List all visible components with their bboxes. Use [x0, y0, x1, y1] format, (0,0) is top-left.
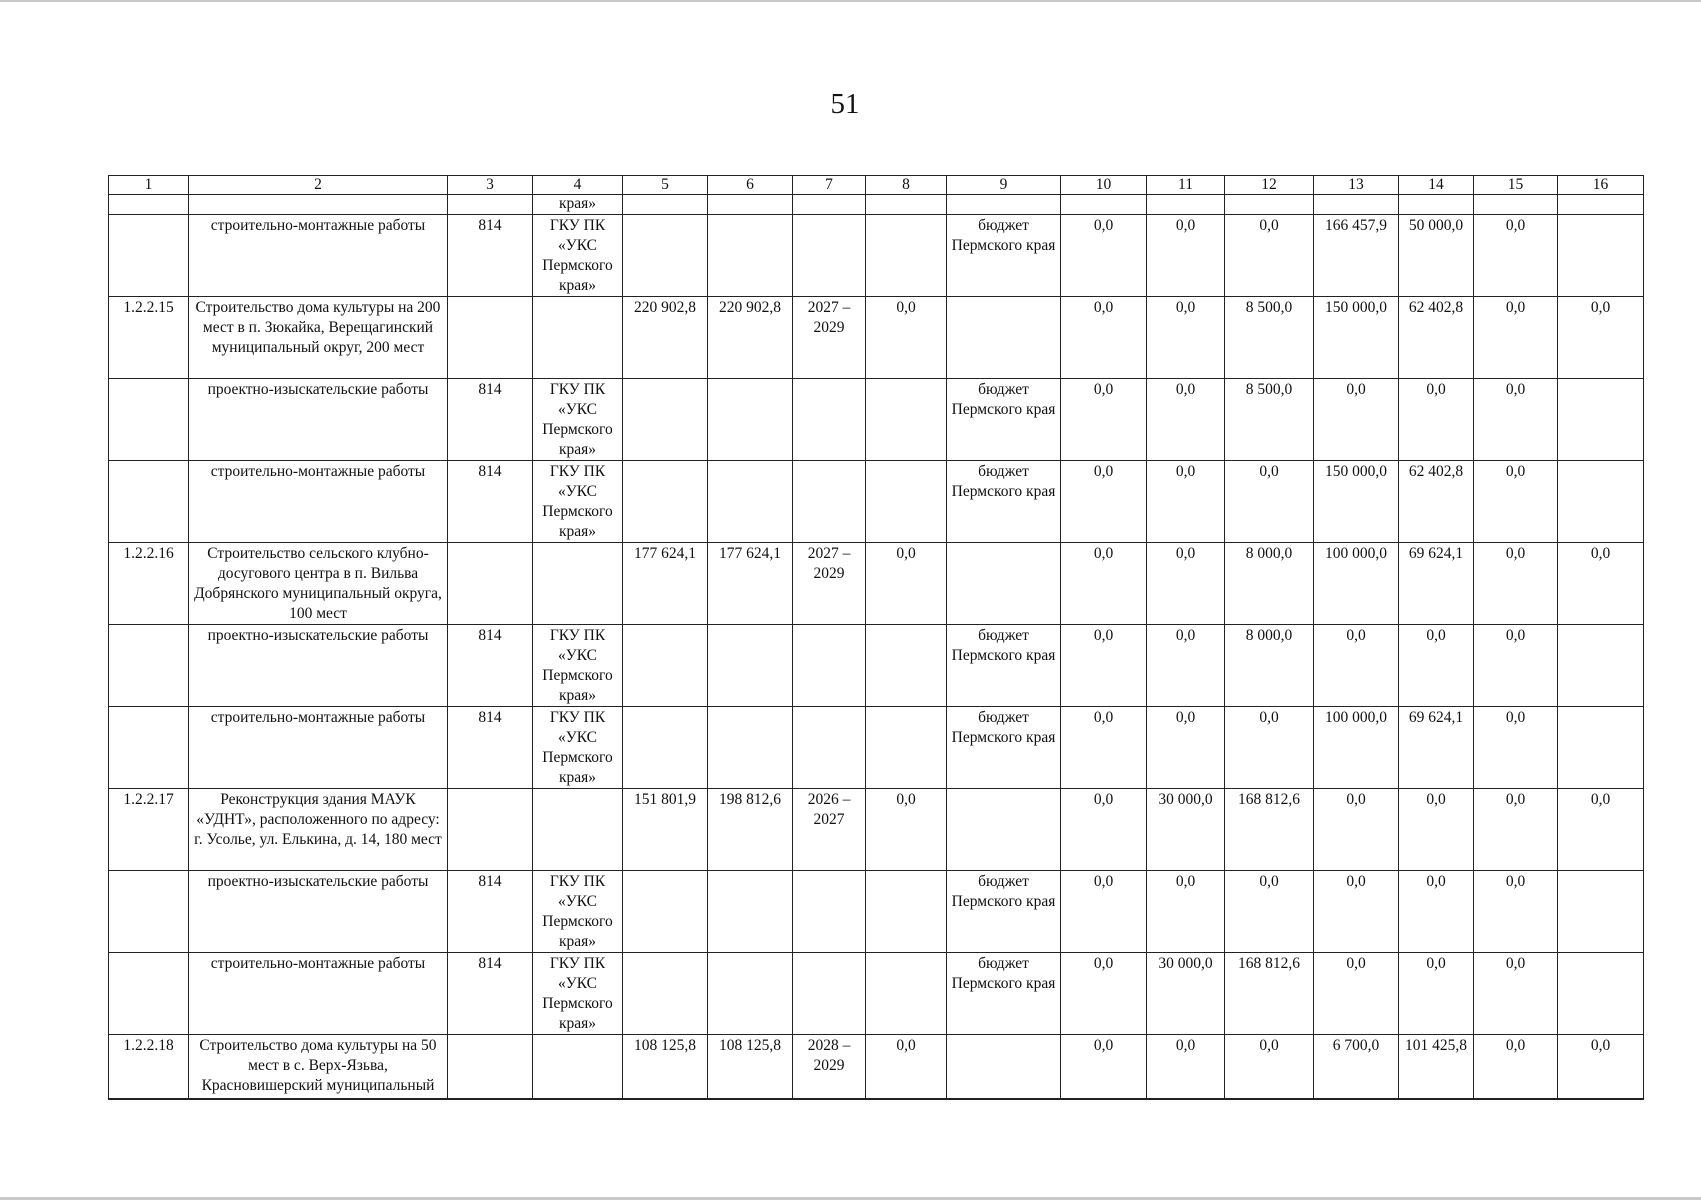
- col-10-value: 0,0: [1061, 953, 1147, 1035]
- col-13-value: 150 000,0: [1314, 297, 1399, 379]
- period: [793, 379, 866, 461]
- item-name: строительно-монтажные работы: [189, 461, 448, 543]
- executor: [533, 789, 623, 871]
- column-header: 5: [623, 176, 708, 195]
- row-number: 1.2.2.18: [109, 1035, 189, 1100]
- funding-source: бюджет Пермского края: [947, 461, 1061, 543]
- col-15-value: 0,0: [1474, 379, 1558, 461]
- executor: ГКУ ПК «УКС Пермского края»: [533, 625, 623, 707]
- col-13-value: 150 000,0: [1314, 461, 1399, 543]
- code: [448, 297, 533, 379]
- item-name: строительно-монтажные работы: [189, 707, 448, 789]
- col-8-value: [866, 707, 947, 789]
- column-header: 9: [947, 176, 1061, 195]
- col-11-value: 0,0: [1147, 297, 1225, 379]
- column-header: 8: [866, 176, 947, 195]
- cost-total: 220 902,8: [708, 297, 793, 379]
- col-11-value: 0,0: [1147, 625, 1225, 707]
- col-14-value: 50 000,0: [1399, 215, 1474, 297]
- col-8-value: [866, 871, 947, 953]
- table-cell: [1147, 195, 1225, 215]
- cost-estimate: [623, 871, 708, 953]
- table-cell: [623, 195, 708, 215]
- col-14-value: 62 402,8: [1399, 461, 1474, 543]
- row-number: [109, 461, 189, 543]
- code: 814: [448, 625, 533, 707]
- table-cell: [448, 195, 533, 215]
- executor: ГКУ ПК «УКС Пермского края»: [533, 953, 623, 1035]
- code: 814: [448, 871, 533, 953]
- col-12-value: 168 812,6: [1225, 953, 1314, 1035]
- col-12-value: 8 000,0: [1225, 625, 1314, 707]
- table-cell: [1314, 195, 1399, 215]
- table-cell: [1399, 195, 1474, 215]
- row-number: [109, 625, 189, 707]
- period: 2028 – 2029: [793, 1035, 866, 1100]
- executor: ГКУ ПК «УКС Пермского края»: [533, 379, 623, 461]
- table-row-item: [109, 789, 1644, 871]
- table-cell: [1225, 195, 1314, 215]
- cost-estimate: 151 801,9: [623, 789, 708, 871]
- cost-total: [708, 379, 793, 461]
- cost-estimate: [623, 461, 708, 543]
- col-8-value: 0,0: [866, 789, 947, 871]
- col-12-value: 0,0: [1225, 1035, 1314, 1100]
- page-number: 51: [830, 88, 860, 120]
- executor: [533, 1035, 623, 1100]
- period: 2027 – 2029: [793, 297, 866, 379]
- col-12-value: 0,0: [1225, 871, 1314, 953]
- col-12-value: 168 812,6: [1225, 789, 1314, 871]
- row-number: 1.2.2.16: [109, 543, 189, 625]
- col-16-value: 0,0: [1558, 789, 1644, 871]
- row-number: [109, 215, 189, 297]
- funding-source: [947, 297, 1061, 379]
- column-header: 6: [708, 176, 793, 195]
- column-header: 7: [793, 176, 866, 195]
- col-10-value: 0,0: [1061, 543, 1147, 625]
- code: [448, 1035, 533, 1100]
- column-header: 12: [1225, 176, 1314, 195]
- col-12-value: 8 000,0: [1225, 543, 1314, 625]
- col-10-value: 0,0: [1061, 707, 1147, 789]
- funding-source: бюджет Пермского края: [947, 871, 1061, 953]
- col-14-value: 101 425,8: [1399, 1035, 1474, 1100]
- col-13-value: 100 000,0: [1314, 543, 1399, 625]
- code: 814: [448, 215, 533, 297]
- table-cell: [189, 195, 448, 215]
- col-15-value: 0,0: [1474, 871, 1558, 953]
- executor: [533, 543, 623, 625]
- col-12-value: 0,0: [1225, 707, 1314, 789]
- cost-total: [708, 215, 793, 297]
- item-name: проектно-изыскательские работы: [189, 625, 448, 707]
- col-13-value: 166 457,9: [1314, 215, 1399, 297]
- funding-source: [947, 543, 1061, 625]
- continuation-row: [109, 195, 1644, 215]
- col-15-value: 0,0: [1474, 789, 1558, 871]
- executor: ГКУ ПК «УКС Пермского края»: [533, 461, 623, 543]
- col-14-value: 62 402,8: [1399, 297, 1474, 379]
- col-16-value: [1558, 379, 1644, 461]
- column-header: 2: [189, 176, 448, 195]
- item-name: Строительство дома культуры на 200 мест в п. Зюкайка, Верещагинский муниципальный округ, 200 мест: [189, 297, 448, 379]
- col-12-value: 8 500,0: [1225, 379, 1314, 461]
- cost-total: [708, 953, 793, 1035]
- cost-total: [708, 461, 793, 543]
- column-header: 4: [533, 176, 623, 195]
- item-name: Реконструкция здания МАУК «УДНТ», расположенного по адресу: г. Усолье, ул. Елькина, д. 14, 180 мест: [189, 789, 448, 871]
- row-number: 1.2.2.15: [109, 297, 189, 379]
- cost-total: 177 624,1: [708, 543, 793, 625]
- col-8-value: [866, 953, 947, 1035]
- col-13-value: 0,0: [1314, 953, 1399, 1035]
- col-11-value: 0,0: [1147, 461, 1225, 543]
- cost-total: 108 125,8: [708, 1035, 793, 1100]
- executor: ГКУ ПК «УКС Пермского края»: [533, 215, 623, 297]
- col-16-value: [1558, 871, 1644, 953]
- column-header: 13: [1314, 176, 1399, 195]
- cost-total: 198 812,6: [708, 789, 793, 871]
- col-15-value: 0,0: [1474, 1035, 1558, 1100]
- cost-total: [708, 871, 793, 953]
- col-8-value: 0,0: [866, 1035, 947, 1100]
- cost-estimate: 220 902,8: [623, 297, 708, 379]
- col-16-value: [1558, 953, 1644, 1035]
- table-row-item: [109, 1035, 1644, 1100]
- col-11-value: 30 000,0: [1147, 953, 1225, 1035]
- period: 2027 – 2029: [793, 543, 866, 625]
- table-cell: [947, 195, 1061, 215]
- budget-table: [108, 175, 1644, 1100]
- column-header: 16: [1558, 176, 1644, 195]
- cost-estimate: [623, 379, 708, 461]
- row-number: [109, 953, 189, 1035]
- cost-estimate: 108 125,8: [623, 1035, 708, 1100]
- code: [448, 543, 533, 625]
- column-header: 10: [1061, 176, 1147, 195]
- col-15-value: 0,0: [1474, 461, 1558, 543]
- cost-estimate: [623, 625, 708, 707]
- table-cell: [866, 195, 947, 215]
- col-10-value: 0,0: [1061, 215, 1147, 297]
- col-14-value: 0,0: [1399, 789, 1474, 871]
- col-15-value: 0,0: [1474, 215, 1558, 297]
- col-14-value: 0,0: [1399, 871, 1474, 953]
- table-cell: [109, 195, 189, 215]
- funding-source: бюджет Пермского края: [947, 953, 1061, 1035]
- cost-estimate: [623, 215, 708, 297]
- col-10-value: 0,0: [1061, 297, 1147, 379]
- col-14-value: 0,0: [1399, 625, 1474, 707]
- col-12-value: 0,0: [1225, 215, 1314, 297]
- period: [793, 625, 866, 707]
- col-13-value: 6 700,0: [1314, 1035, 1399, 1100]
- code: 814: [448, 379, 533, 461]
- executor: [533, 297, 623, 379]
- funding-source: бюджет Пермского края: [947, 215, 1061, 297]
- col-16-value: [1558, 707, 1644, 789]
- table-cell: [1474, 195, 1558, 215]
- table-row-subitem: [109, 379, 1644, 461]
- item-name: проектно-изыскательские работы: [189, 379, 448, 461]
- col-16-value: [1558, 215, 1644, 297]
- cost-estimate: [623, 707, 708, 789]
- code: 814: [448, 953, 533, 1035]
- col-16-value: [1558, 461, 1644, 543]
- col-13-value: 0,0: [1314, 789, 1399, 871]
- item-name: проектно-изыскательские работы: [189, 871, 448, 953]
- funding-source: бюджет Пермского края: [947, 707, 1061, 789]
- code: 814: [448, 461, 533, 543]
- col-8-value: [866, 379, 947, 461]
- col-11-value: 0,0: [1147, 707, 1225, 789]
- funding-source: бюджет Пермского края: [947, 379, 1061, 461]
- table-row-item: [109, 297, 1644, 379]
- col-16-value: [1558, 625, 1644, 707]
- table-row-subitem: [109, 461, 1644, 543]
- col-10-value: 0,0: [1061, 379, 1147, 461]
- cost-total: [708, 625, 793, 707]
- table-cell: [1061, 195, 1147, 215]
- col-10-value: 0,0: [1061, 461, 1147, 543]
- cost-estimate: 177 624,1: [623, 543, 708, 625]
- col-13-value: 0,0: [1314, 379, 1399, 461]
- row-number: 1.2.2.17: [109, 789, 189, 871]
- col-14-value: 0,0: [1399, 379, 1474, 461]
- column-number-row: [109, 176, 1644, 195]
- col-11-value: 30 000,0: [1147, 789, 1225, 871]
- col-8-value: [866, 461, 947, 543]
- col-13-value: 0,0: [1314, 871, 1399, 953]
- col-15-value: 0,0: [1474, 625, 1558, 707]
- column-header: 3: [448, 176, 533, 195]
- col-13-value: 100 000,0: [1314, 707, 1399, 789]
- table-row-item: [109, 543, 1644, 625]
- item-name: строительно-монтажные работы: [189, 953, 448, 1035]
- table-row-subitem: [109, 953, 1644, 1035]
- table-row-subitem: [109, 215, 1644, 297]
- col-16-value: 0,0: [1558, 1035, 1644, 1100]
- column-header: 11: [1147, 176, 1225, 195]
- col-15-value: 0,0: [1474, 953, 1558, 1035]
- col-12-value: 0,0: [1225, 461, 1314, 543]
- code: [448, 789, 533, 871]
- item-name: строительно-монтажные работы: [189, 215, 448, 297]
- col-14-value: 69 624,1: [1399, 707, 1474, 789]
- col-11-value: 0,0: [1147, 871, 1225, 953]
- col-16-value: 0,0: [1558, 297, 1644, 379]
- col-11-value: 0,0: [1147, 379, 1225, 461]
- period: [793, 461, 866, 543]
- period: [793, 953, 866, 1035]
- table-row-subitem: [109, 707, 1644, 789]
- column-header: 1: [109, 176, 189, 195]
- col-10-value: 0,0: [1061, 1035, 1147, 1100]
- col-8-value: [866, 215, 947, 297]
- col-10-value: 0,0: [1061, 625, 1147, 707]
- table-row-subitem: [109, 871, 1644, 953]
- col-11-value: 0,0: [1147, 1035, 1225, 1100]
- cost-estimate: [623, 953, 708, 1035]
- period: 2026 – 2027: [793, 789, 866, 871]
- col-12-value: 8 500,0: [1225, 297, 1314, 379]
- row-number: [109, 871, 189, 953]
- col-8-value: [866, 625, 947, 707]
- col-15-value: 0,0: [1474, 297, 1558, 379]
- column-header: 15: [1474, 176, 1558, 195]
- funding-source: [947, 1035, 1061, 1100]
- col-14-value: 0,0: [1399, 953, 1474, 1035]
- table-cell: [1558, 195, 1644, 215]
- col-8-value: 0,0: [866, 297, 947, 379]
- row-number: [109, 707, 189, 789]
- col-8-value: 0,0: [866, 543, 947, 625]
- column-header: 14: [1399, 176, 1474, 195]
- col-16-value: 0,0: [1558, 543, 1644, 625]
- continuation-text: края»: [533, 195, 623, 215]
- period: [793, 215, 866, 297]
- funding-source: [947, 789, 1061, 871]
- col-15-value: 0,0: [1474, 707, 1558, 789]
- code: 814: [448, 707, 533, 789]
- item-name: Строительство дома культуры на 50 мест в с. Верх-Язьва, Красновишерский муниципальный: [189, 1035, 448, 1100]
- executor: ГКУ ПК «УКС Пермского края»: [533, 871, 623, 953]
- row-number: [109, 379, 189, 461]
- table-cell: [793, 195, 866, 215]
- table-row-subitem: [109, 625, 1644, 707]
- executor: ГКУ ПК «УКС Пермского края»: [533, 707, 623, 789]
- funding-source: бюджет Пермского края: [947, 625, 1061, 707]
- table-cell: [708, 195, 793, 215]
- col-11-value: 0,0: [1147, 215, 1225, 297]
- col-10-value: 0,0: [1061, 871, 1147, 953]
- item-name: Строительство сельского клубно-досугового центра в п. Вильва Добрянского муниципальный округа, 100 мест: [189, 543, 448, 625]
- col-14-value: 69 624,1: [1399, 543, 1474, 625]
- period: [793, 871, 866, 953]
- col-13-value: 0,0: [1314, 625, 1399, 707]
- col-10-value: 0,0: [1061, 789, 1147, 871]
- col-11-value: 0,0: [1147, 543, 1225, 625]
- scan-edge-top: [0, 0, 1701, 2]
- period: [793, 707, 866, 789]
- col-15-value: 0,0: [1474, 543, 1558, 625]
- cost-total: [708, 707, 793, 789]
